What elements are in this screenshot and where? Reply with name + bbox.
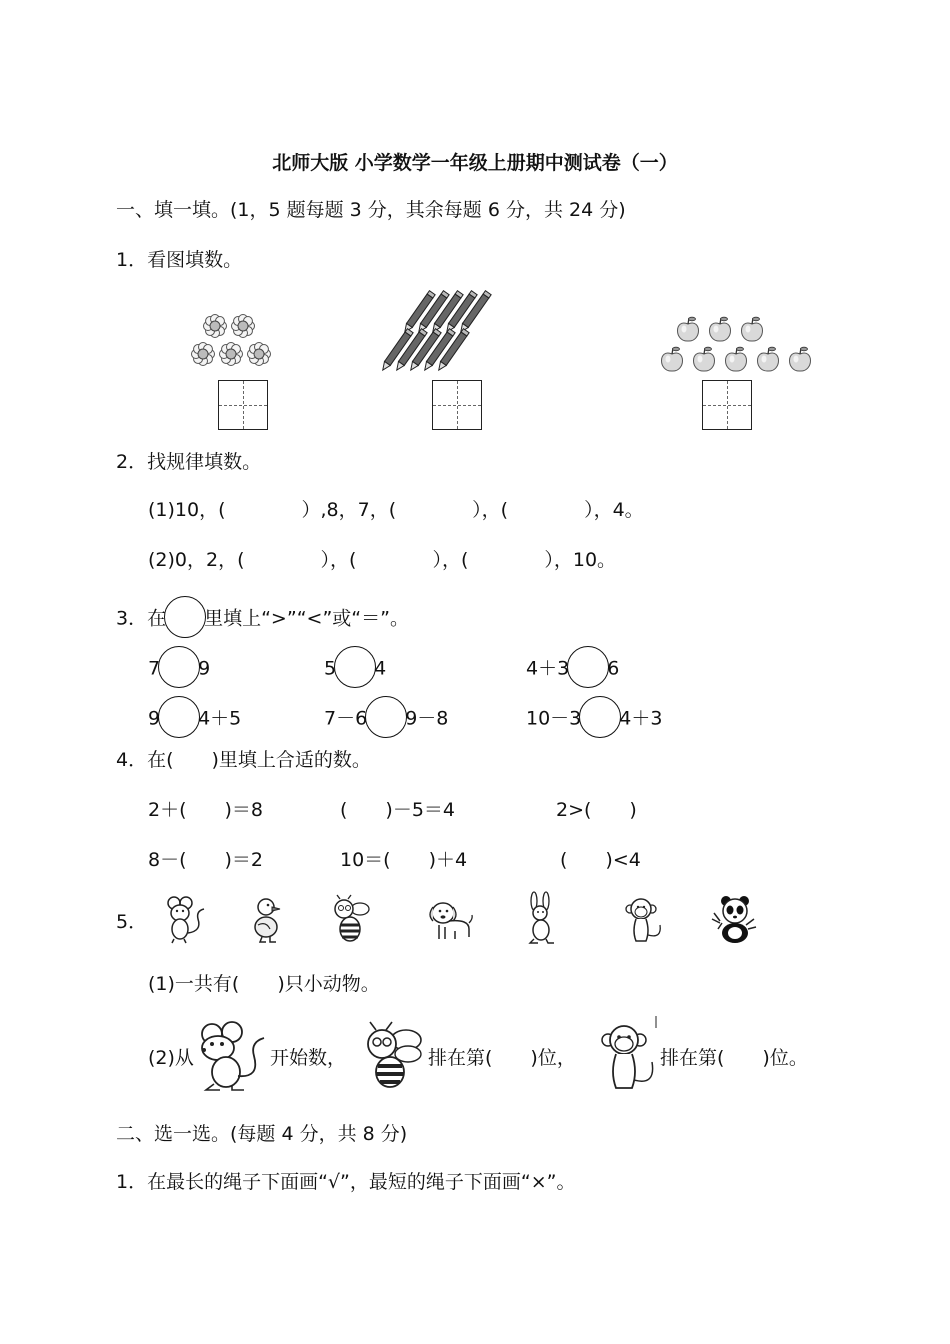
flower-icon [248,343,271,366]
q3-4-circle[interactable] [158,696,200,738]
q3-item-4 [148,698,241,740]
q3-item-6 [526,698,662,740]
q3-label [116,598,409,640]
q3-5-circle[interactable] [365,696,407,738]
page-title: 北师大版 小学数学一年级上册期中测试卷（一） [272,152,678,174]
apple-icon [790,347,811,371]
q3-item-3 [526,648,619,690]
monkey-icon [622,895,668,945]
q2-r2-seg2: ），( [320,549,357,571]
q4-label: 4．在( )里填上合适的数。 [116,749,371,771]
q4-item-5[interactable]: 10＝( )＋4 [340,849,468,871]
apple-icon [710,317,731,341]
apple-icon [726,347,747,371]
apple-icon [758,347,779,371]
q3-4-right: 4＋5 [198,707,242,730]
flower-icon [192,343,215,366]
dog-icon [425,897,475,943]
q5-sub-2-c: 排在第( )位， [428,1047,576,1069]
answer-box-pencils[interactable] [432,380,482,430]
q2-r1-seg2: ）,8，7，( [301,499,397,521]
s2-q1-label: 1．在最长的绳子下面画“√”，最短的绳子下面画“×”。 [116,1171,576,1193]
apple-icon [742,317,763,341]
q5-sub-2-a: (2)从 [148,1047,194,1069]
q5-sub-2-d: 排在第( )位。 [660,1047,808,1069]
q2-row-2 [148,548,616,572]
pencils-picture [400,292,500,378]
q3-2-circle[interactable] [334,646,376,688]
q3-1-left: 7 [148,657,161,680]
q4-item-1[interactable]: 2＋( )＝8 [148,799,264,821]
q3-2-right: 4 [374,657,387,680]
q1-label: 1．看图填数。 [116,249,243,271]
answer-box-apples[interactable] [702,380,752,430]
apple-icon [662,347,683,371]
monkey-large-icon [598,1016,660,1092]
q3-4-left: 9 [148,707,161,730]
q4-item-4[interactable]: 8－( )＝2 [148,849,264,871]
q2-r2-seg3: ），( [432,549,469,571]
section-2-heading: 二、选一选。(每题 4 分，共 8 分) [116,1123,408,1145]
flowers-picture [195,312,290,372]
q3-item-5 [324,698,448,740]
q2-r2-seg1: (2)0，2，( [148,549,245,571]
q3-item-1 [148,648,210,690]
q3-3-right: 6 [607,657,620,680]
q2-label: 2．找规律填数。 [116,451,262,473]
q3-3-circle[interactable] [567,646,609,688]
q2-r1-seg4: ），4。 [584,499,644,521]
q3-6-right: 4＋3 [619,707,663,730]
apple-icon [678,317,699,341]
q3-6-circle[interactable] [579,696,621,738]
q3-3-left: 4＋3 [526,657,570,680]
circle-sample [164,596,206,638]
q3-2-left: 5 [324,657,337,680]
q3-item-2 [324,648,386,690]
duck-icon [248,895,288,945]
flower-icon [204,315,227,338]
answer-box-flowers[interactable] [218,380,268,430]
flower-icon [232,315,255,338]
flower-icon [220,343,243,366]
q3-5-right: 9－8 [405,707,449,730]
q5-sub-2-b: 开始数， [270,1047,347,1069]
section-1-heading: 一、填一填。(1，5 题每题 3 分，其余每题 6 分，共 24 分) [116,199,626,221]
q2-r1-seg1: (1)10，( [148,499,226,521]
q3-5-left: 7－6 [324,707,368,730]
apple-icon [694,347,715,371]
mouse-large-icon [192,1020,268,1092]
q3-prefix: 3．在 [116,607,167,630]
q2-r1-seg3: ），( [472,499,509,521]
q3-1-circle[interactable] [158,646,200,688]
q4-item-3[interactable]: 2>( ) [556,799,637,821]
q4-item-2[interactable]: ( )－5＝4 [340,799,456,821]
rabbit-icon [522,893,562,945]
panda-icon [710,895,760,945]
q2-row-1 [148,498,644,522]
bee-icon [328,895,374,945]
apples-picture [658,316,783,376]
q5-label: 5． [116,911,148,933]
q3-1-right: 9 [198,657,211,680]
q4-item-6[interactable]: ( )<4 [560,849,641,871]
mouse-icon [160,895,208,945]
q3-6-left: 10－3 [526,707,582,730]
q3-suffix: 里填上“>”“<”或“＝”。 [204,607,409,630]
q2-r2-seg4: ），10。 [544,549,617,571]
bee-large-icon [356,1020,428,1092]
q5-sub-1: (1)一共有( )只小动物。 [148,973,380,995]
